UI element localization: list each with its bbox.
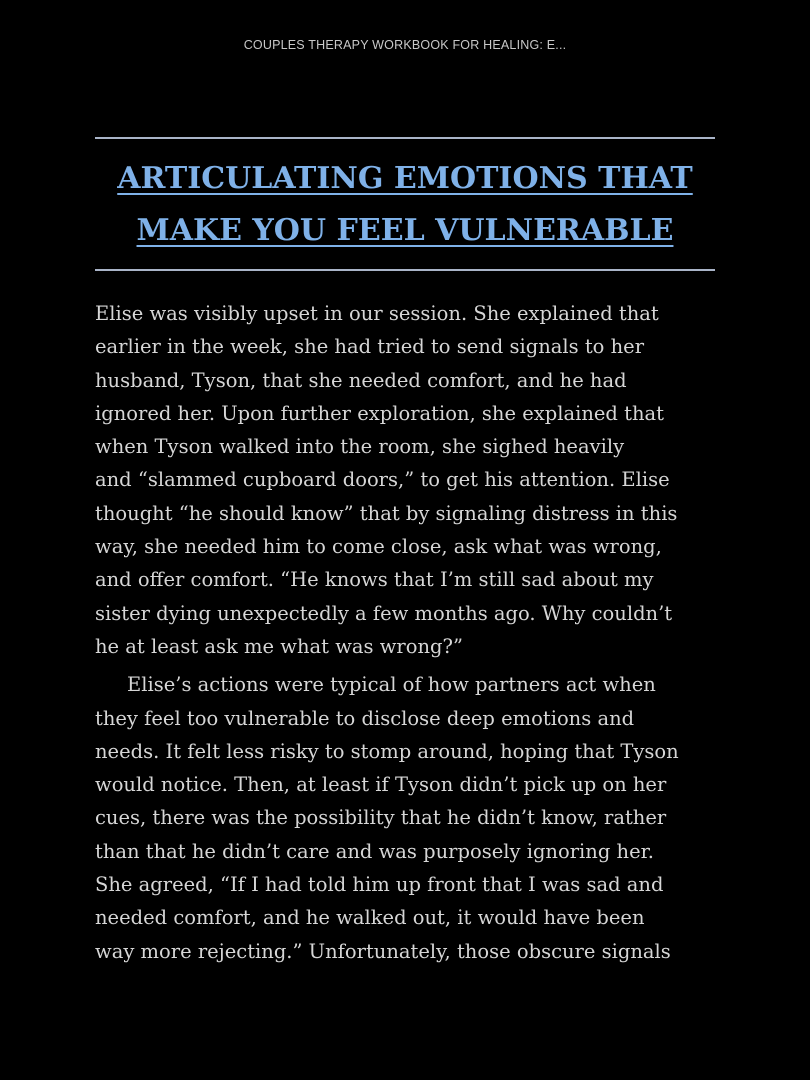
text-line: when Tyson walked into the room, she sighed heavily xyxy=(95,435,625,459)
running-header: COUPLES THERAPY WORKBOOK FOR HEALING: E... xyxy=(243,38,567,52)
chapter-title[interactable] xyxy=(95,153,715,257)
text-line: they feel too vulnerable to disclose deep emotions and xyxy=(95,706,635,730)
paragraph xyxy=(95,297,715,663)
title-top-rule xyxy=(95,137,715,139)
text-line: and “slammed cupboard doors,” to get his attention. Elise xyxy=(95,468,670,492)
text-line: would notice. Then, at least if Tyson didn’t pick up on her xyxy=(95,773,667,797)
paragraph xyxy=(95,668,715,968)
text-line: he at least ask me what was wrong?” xyxy=(95,634,463,658)
text-line: way more rejecting.” Unfortunately, those obscure signals xyxy=(95,939,671,963)
chapter-heading xyxy=(95,137,715,271)
title-bottom-rule xyxy=(95,269,715,271)
text-line: husband, Tyson, that she needed comfort, and he had xyxy=(95,368,627,392)
text-line: ignored her. Upon further exploration, she explained that xyxy=(95,401,664,425)
text-line: thought “he should know” that by signaling distress in this xyxy=(95,501,678,525)
text-line: She agreed, “If I had told him up front that I was sad and xyxy=(95,873,664,897)
chapter-title-line: MAKE YOU FEEL VULNERABLE xyxy=(136,213,674,248)
text-line: way, she needed him to come close, ask what was wrong, xyxy=(95,535,662,559)
text-line: and offer comfort. “He knows that I’m still sad about my xyxy=(95,568,654,592)
text-line: needed comfort, and he walked out, it would have been xyxy=(95,906,645,930)
text-line: sister dying unexpectedly a few months ago. Why couldn’t xyxy=(95,601,673,625)
body-text xyxy=(95,297,715,968)
text-line: Elise’s actions were typical of how partners act when xyxy=(127,673,656,697)
text-line: earlier in the week, she had tried to send signals to her xyxy=(95,335,645,359)
text-line: needs. It felt less risky to stomp around, hoping that Tyson xyxy=(95,739,679,763)
chapter-title-line: ARTICULATING EMOTIONS THAT xyxy=(117,161,693,196)
text-line: than that he didn’t care and was purposely ignoring her. xyxy=(95,839,654,863)
text-line: cues, there was the possibility that he didn’t know, rather xyxy=(95,806,667,830)
text-line: Elise was visibly upset in our session. She explained that xyxy=(95,302,659,325)
